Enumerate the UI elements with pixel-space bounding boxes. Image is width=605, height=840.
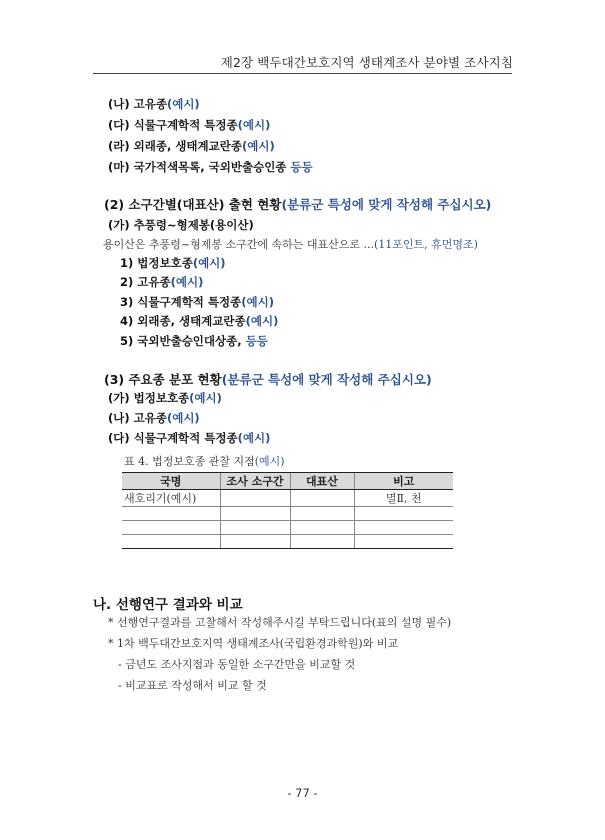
header-rule <box>93 73 512 74</box>
note-line: - 비교표로 작성해서 비교 할 것 <box>118 679 267 692</box>
table-cell <box>220 521 290 535</box>
section-heading: (3) 주요종 분포 현황(분류군 특성에 맞게 작성해 주십시오) <box>104 372 432 387</box>
list-item: (마) 국가적색목록, 국외반출승인종 등등 <box>108 160 313 174</box>
table-cell <box>354 535 453 549</box>
table-row <box>122 490 453 507</box>
column-header: 비고 <box>354 473 453 490</box>
table-cell <box>290 490 354 507</box>
table-cell <box>354 521 453 535</box>
table-cell <box>122 535 220 549</box>
list-item: (라) 외래종, 생태계교란종(예시) <box>108 139 275 153</box>
note-line: * 선행연구결과를 고찰해서 작성해주시길 부탁드립니다(표의 설명 필수) <box>108 616 452 629</box>
list-item: 4) 외래종, 생태계교란종(예시) <box>120 314 279 328</box>
table-row <box>122 535 453 549</box>
table-row <box>122 507 453 521</box>
subsection-heading: (가) 추풍령~형제봉(용이산) <box>108 218 254 232</box>
list-item: (나) 고유종(예시) <box>108 411 200 425</box>
table-cell <box>122 521 220 535</box>
table-cell <box>354 507 453 521</box>
note-line: * 1차 백두대간보호지역 생태계조사(국립환경과학원)와 비교 <box>108 637 399 650</box>
list-item: (다) 식물구계학적 특정종(예시) <box>108 431 271 445</box>
list-item: (가) 법정보호종(예시) <box>108 391 222 405</box>
running-header: 제2장 백두대간보호지역 생태계조사 분야별 조사지침 <box>220 55 513 70</box>
page-number: - 77 - <box>287 786 318 800</box>
section-title: 나. 선행연구 결과와 비교 <box>93 597 243 613</box>
table-caption: 표 4. 법정보호종 관찰 지점(예시) <box>124 455 285 468</box>
table-cell: 새호리기(예시) <box>122 490 220 507</box>
list-item: 2) 고유종(예시) <box>120 275 204 289</box>
list-item: (나) 고유종(예시) <box>108 97 200 111</box>
table-cell <box>220 490 290 507</box>
paragraph: 용이산은 추풍령~형제봉 소구간에 속하는 대표산으로 ...(11포인트, 휴먼명조) <box>103 238 478 251</box>
table-cell <box>290 521 354 535</box>
table-cell <box>290 535 354 549</box>
column-header: 대표산 <box>290 473 354 490</box>
section-heading: (2) 소구간별(대표산) 출현 현황(분류군 특성에 맞게 작성해 주십시오) <box>104 197 492 212</box>
column-header: 조사 소구간 <box>220 473 290 490</box>
protected-species-table <box>122 472 453 549</box>
list-item: (다) 식물구계학적 특정종(예시) <box>108 118 271 132</box>
list-item: 3) 식물구계학적 특정종(예시) <box>120 295 274 309</box>
note-line: - 금년도 조사지점과 동일한 소구간만을 비교할 것 <box>118 658 356 671</box>
table-cell <box>220 535 290 549</box>
list-item: 1) 법정보호종(예시) <box>120 256 226 270</box>
table-cell <box>220 507 290 521</box>
table-cell <box>290 507 354 521</box>
table-header-row <box>122 473 453 490</box>
list-item: 5) 국외반출승인대상종, 등등 <box>120 334 268 348</box>
table-cell <box>122 507 220 521</box>
table-row <box>122 521 453 535</box>
table-cell: 멸Ⅱ, 천 <box>354 490 453 507</box>
column-header: 국명 <box>122 473 220 490</box>
